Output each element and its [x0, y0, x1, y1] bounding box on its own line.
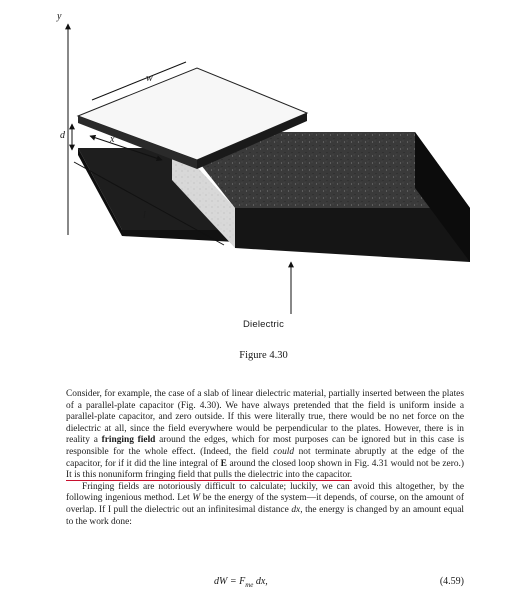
- p1-text-b: around the edges, which for most purposes can be ignored but in this case is responsible for the whole effect. (Indeed, the field: [66, 435, 464, 457]
- l-label: l: [143, 210, 146, 221]
- equation-number: (4.59): [439, 576, 464, 587]
- p1-text-c: not terminate abruptly at the edge of the capacitor, for if it did the line integral of: [66, 446, 464, 469]
- dx-symbol: dx: [291, 504, 301, 515]
- eq-lhs: dW = F: [214, 576, 246, 587]
- dielectric-front: [235, 208, 470, 262]
- p2-text-b: be the energy of the system—it depends, of course, on the amount of overlap. If I pull the dielectric out an infinitesimal distance: [66, 493, 464, 515]
- equation-4-59: [66, 576, 464, 590]
- d-label: d: [60, 130, 65, 141]
- highlighted-sentence: It is this nonuniform fringing field that pulls the dielectric into the capacitor.: [66, 470, 353, 481]
- body-text: [66, 389, 464, 528]
- dielectric-label: Dielectric: [242, 319, 285, 330]
- fringing-field-term: fringing field: [101, 435, 156, 446]
- equation-body: [214, 576, 268, 589]
- p1-text-a: Consider, for example, the case of a slab of linear dielectric material, partially inserted between the plates of a parallel-plate capacitor (Fig. 4.30). We have always pretended that the field is uniform inside a parallel-plate capacitor, and zero outside. If this were literally true, there would be no net force on the dielectric at all, since the field everywhere would be perpendicular to the plates. However, there is in reality a: [66, 389, 464, 446]
- x-label: x: [110, 134, 115, 145]
- paragraph-2: [66, 482, 464, 528]
- p2-text-a: Fringing fields are notoriously difficult to calculate; luckily, we can avoid this altogether, by the following ingenious method. Let: [66, 481, 464, 504]
- could-emphasis: could: [273, 446, 295, 457]
- p1-text-d: around the closed loop shown in Fig. 4.31 would not be zero.): [226, 458, 464, 469]
- eq-tail: dx,: [253, 576, 268, 587]
- w-label: w: [146, 73, 153, 84]
- paragraph-1: [66, 389, 464, 482]
- figure-caption: Figure 4.30: [239, 350, 288, 361]
- bottom-plate-front2: [122, 230, 236, 242]
- energy-symbol: W: [192, 493, 201, 504]
- vector-e: E: [220, 458, 227, 469]
- p2-text-c: , the energy is changed by an amount equal to the work done:: [66, 504, 464, 527]
- eq-subscript: me: [245, 581, 254, 589]
- y-axis-label: y: [57, 11, 62, 22]
